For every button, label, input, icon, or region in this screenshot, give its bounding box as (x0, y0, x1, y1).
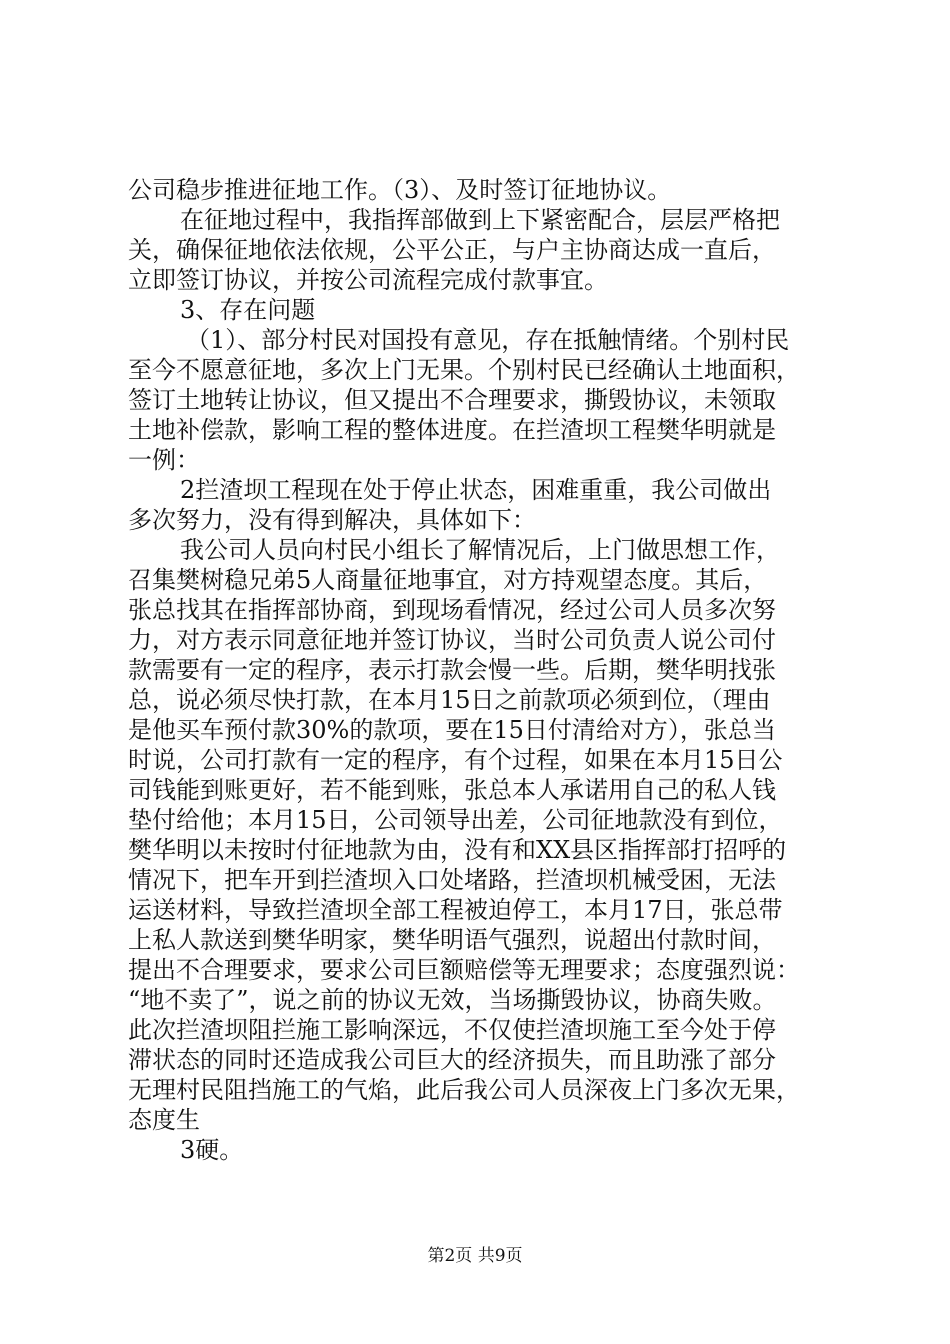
paragraph-start: 2拦渣坝工程现在处于停止状态，困难重重，我公司做出 (180, 476, 772, 504)
text-line: 此次拦渣坝阻拦施工影响深远，不仅使拦渣坝施工至今处于停 (128, 1016, 776, 1044)
paragraph-start: 我公司人员向村民小组长了解情况后，上门做思想工作， (180, 536, 780, 564)
text-line: 上私人款送到樊华明家，樊华明语气强烈，说超出付款时间， (128, 926, 776, 954)
text-line: 土地补偿款，影响工程的整体进度。在拦渣坝工程樊华明就是 (128, 416, 776, 444)
document-body (128, 175, 846, 1165)
text-line: 关，确保征地依法依规，公平公正，与户主协商达成一直后， (128, 236, 776, 264)
paragraph-start: （1）、部分村民对国投有意见，存在抵触情绪。个别村民 (186, 326, 790, 354)
text-line: 款需要有一定的程序，表示打款会慢一些。后期，樊华明找张 (128, 656, 776, 684)
text-line: 提出不合理要求，要求公司巨额赔偿等无理要求；态度强烈说： (128, 956, 800, 984)
text-line: 无理村民阻挡施工的气焰，此后我公司人员深夜上门多次无果， (128, 1076, 800, 1104)
text-line: 立即签订协议，并按公司流程完成付款事宜。 (128, 266, 608, 294)
text-line: 公司稳步推进征地工作。（3）、及时签订征地协议。 (128, 176, 672, 204)
text-line: 一例： (128, 446, 200, 474)
text-line: 总，说必须尽快打款，在本月15日之前款项必须到位，（理由 (128, 686, 771, 714)
paragraph-start: 在征地过程中，我指挥部做到上下紧密配合，层层严格把 (180, 206, 780, 234)
text-line: 滞状态的同时还造成我公司巨大的经济损失，而且助涨了部分 (128, 1046, 776, 1074)
text-line: 张总找其在指挥部协商，到现场看情况，经过公司人员多次努 (128, 596, 776, 624)
text-line: 运送材料，导致拦渣坝全部工程被迫停工，本月17日，张总带 (128, 896, 783, 924)
text-line: 多次努力，没有得到解决，具体如下： (128, 506, 536, 534)
paragraph-start: 3硬。 (180, 1136, 244, 1164)
text-line: 态度生 (128, 1106, 200, 1134)
text-line: 时说，公司打款有一定的程序，有个过程，如果在本月15日公 (128, 746, 783, 774)
text-line: 力，对方表示同意征地并签订协议，当时公司负责人说公司付 (128, 626, 776, 654)
text-line: 签订土地转让协议，但又提出不合理要求，撕毁协议，未领取 (128, 386, 776, 414)
text-line: 垫付给他；本月15日，公司领导出差，公司征地款没有到位， (128, 806, 783, 834)
text-line: 樊华明以未按时付征地款为由，没有和XX县区指挥部打招呼的 (128, 836, 787, 864)
text-line: 司钱能到账更好，若不能到账，张总本人承诺用自己的私人钱 (128, 776, 776, 804)
text-line: 情况下，把车开到拦渣坝入口处堵路，拦渣坝机械受困，无法 (128, 866, 776, 894)
text-line: “地不卖了”，说之前的协议无效，当场撕毁协议，协商失败。 (128, 986, 777, 1014)
section-heading: 3、存在问题 (180, 296, 316, 324)
text-line: 召集樊树稳兄弟5人商量征地事宜，对方持观望态度。其后， (128, 566, 768, 594)
page-number-footer: 第2页 共9页 (427, 1246, 523, 1266)
text-line: 是他买车预付款30%的款项，要在15日付清给对方），张总当 (128, 716, 776, 744)
text-line: 至今不愿意征地，多次上门无果。个别村民已经确认土地面积， (128, 356, 800, 384)
